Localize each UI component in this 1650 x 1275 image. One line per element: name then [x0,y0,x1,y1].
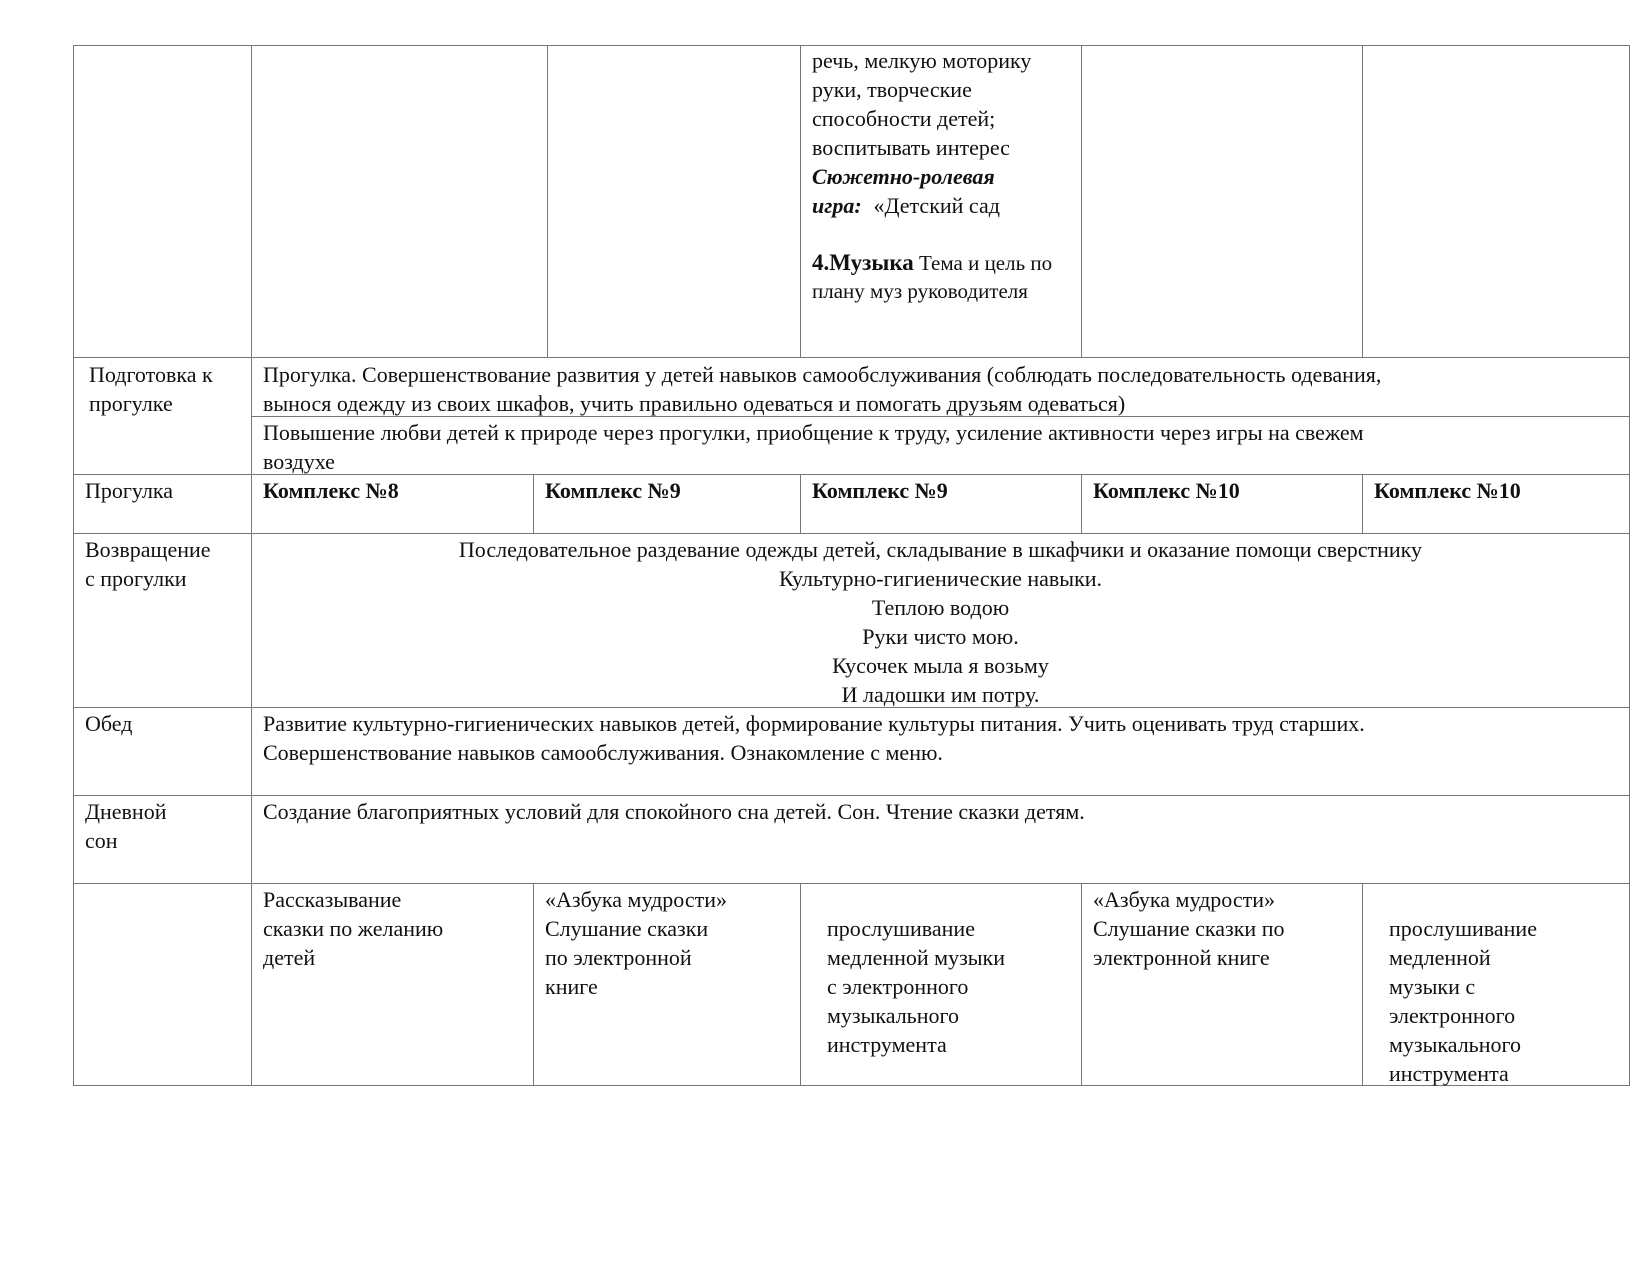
table-col-divider [1081,474,1082,534]
table-col-divider [800,45,801,358]
table-row-divider [73,883,1630,884]
table-row-divider [73,357,1630,358]
prep-text-1: Прогулка. Совершенствование развития у детей навыков самообслуживания (соблюдать последовательность одевания, вынося одежду из своих шкафов, учить правильно одеваться и помогать друзьям одеваться) [263,362,1382,416]
prep-text-2: Повышение любви детей к природе через прогулки, приобщение к труду, усиление активности через игры на свежем воздухе [263,420,1364,474]
walk-complex-5: Комплекс №10 [1374,478,1521,503]
role-game-text: «Детский сад [868,193,1000,218]
activity-goals-text: речь, мелкую моторику руки, творческие способности детей; воспитывать интерес [812,48,1032,160]
table-col-divider [533,883,534,1086]
sleep-text: Создание благоприятных условий для спокойного сна детей. Сон. Чтение сказки детям. [263,799,1085,824]
evening-activity-2: «Азбука мудрости» Слушание сказки по электронной книге [545,887,727,999]
table-col-divider [1362,883,1363,1086]
return-label: Возвращение с прогулки [85,537,211,591]
walk-label: Прогулка [85,478,174,503]
table-col-divider [1362,45,1363,358]
walk-complex-1: Комплекс №8 [263,478,399,503]
table-row-divider [73,795,1630,796]
role-game-label: Сюжетно-ролевая игра: [812,164,995,218]
table-row-divider [73,533,1630,534]
walk-complex-4: Комплекс №10 [1093,478,1240,503]
walk-complex-2: Комплекс №9 [545,478,681,503]
table-border-left [73,45,74,1086]
table-border-right [1629,45,1630,1086]
table-col-divider [1362,474,1363,534]
prep-label: Подготовка к прогулке [89,362,213,416]
evening-activity-5: прослушивание медленной музыки с электронного музыкального инструмента [1389,916,1537,1086]
walk-complex-3: Комплекс №9 [812,478,948,503]
evening-activity-3: прослушивание медленной музыки с электронного музыкального инструмента [827,916,1006,1057]
lunch-text: Развитие культурно-гигиенических навыков детей, формирование культуры питания. Учить оценивать труд старших. Совершенствование навыков самообслуживания. Ознакомление с меню. [263,711,1365,765]
evening-activity-4: «Азбука мудрости» Слушание сказки по электронной книге [1093,887,1285,970]
sleep-label: Дневной сон [85,799,167,853]
music-block [812,249,1067,305]
table-col-divider [800,883,801,1086]
evening-activity-1: Рассказывание сказки по желанию детей [263,887,444,970]
table-col-divider [800,474,801,534]
table-col-divider [547,45,548,358]
lunch-label: Обед [85,711,133,736]
table-col-divider [1081,883,1082,1086]
return-text: Последовательное раздевание одежды детей, складывание в шкафчики и оказание помощи сверстнику Культурно-гигиенические навыки. Теплою водою Руки чисто мою. Кусочек мыла я возьму И ладошки им потру. [458,537,1423,707]
table-col-divider [1081,45,1082,358]
music-text: Тема и цель по плану муз руководителя [812,251,1053,303]
table-col-divider [533,474,534,534]
music-label: 4.Музыка [812,250,914,275]
